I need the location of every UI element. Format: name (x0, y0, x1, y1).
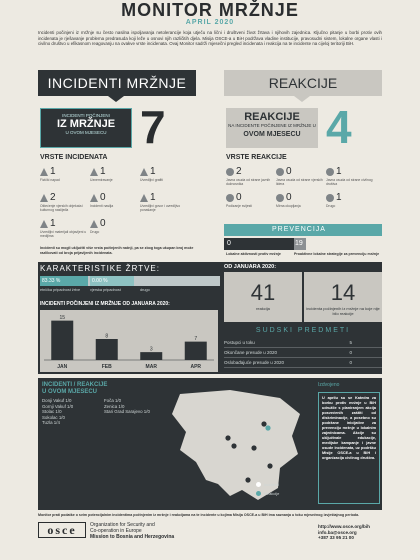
map-marker-incident (251, 445, 256, 450)
prevention-label-strategies: Proaktivne lokalne strategije za prevenciju mržnje (294, 252, 380, 256)
reactions-count: 4 (326, 101, 352, 153)
incident-type-count: 0 (100, 192, 106, 203)
intro-text: Incidenti počinjeni iz mržnje su često nasilna ispoljavanja netolerancije koja utječu na lični i društveni život žrtava i njihovih zajednica. Ključno pitanje u borbi protiv ovih incidenata je rješavanje problema predrasuda koji leže u osnovi njih različitih djela. Misija OSCE-a u BiH podržava vladine institucije, pravosudni sistem, lokalne organe vlasti i civilno društvo u efikasnom reagovanju na ovakve vrste incidenata. Ovaj Monitor sadrži mjesečni pregled incidenata i reakcija na te incidente na cijeloj teritoriji BiH. (38, 30, 382, 47)
warning-icon (140, 194, 148, 202)
info-icon (326, 194, 334, 202)
chart-bar (51, 321, 73, 360)
chart-data-label: 3 (149, 346, 153, 353)
incident-type-count: 1 (100, 166, 106, 177)
court-row-value: 0 (349, 350, 352, 355)
incidents-box-line2: IZ MRŽNJE (56, 118, 116, 130)
prevention-value-strategies: 19 (294, 238, 306, 250)
incident-type-count: 0 (100, 218, 106, 229)
chart-bar (185, 342, 207, 360)
incident-type-label: Fizički napad (40, 178, 60, 182)
people-icon (276, 194, 284, 202)
reaction-type-item (226, 192, 274, 208)
org-line2: Co-operation in Europe (90, 528, 142, 534)
victims-segment-religious: 0.00 % (90, 276, 134, 286)
incident-type-label: Drugo (90, 230, 100, 234)
incidents-chart-area (40, 310, 218, 372)
chart-category-label: FEB (101, 364, 112, 370)
incident-type-count: 1 (50, 218, 56, 229)
reaction-type-count: 2 (236, 166, 242, 177)
people-icon (226, 194, 234, 202)
legend-dot-white-icon (256, 482, 261, 487)
reactions-banner: REAKCIJE (224, 70, 382, 96)
reaction-type-count: 1 (336, 166, 342, 177)
incident-type-item (40, 218, 88, 238)
court-row-label: Okončane presude u 2020 (224, 350, 278, 355)
bih-map (160, 384, 310, 506)
legend-item-reactions (256, 489, 279, 498)
legend-label-reactions: Reakcije (264, 491, 280, 496)
reaction-type-item (226, 166, 274, 186)
map-location: Tuzla 1/4 (42, 420, 60, 425)
incident-type-label: Uvredljivi govor i uvredljivo ponašanje (140, 204, 181, 212)
contact-website-link[interactable]: http://www.osce.org/bih (318, 524, 370, 529)
contact-info (318, 524, 388, 541)
warning-icon (40, 168, 48, 176)
incident-type-label: Uvredljivi grafiti (140, 178, 163, 182)
map-title-line1: INCIDENTI / REAKCIJE (42, 382, 108, 388)
org-line3: Mission to Bosnia and Herzegovina (90, 534, 175, 540)
reactions-box-line2: REAKCIJE (244, 111, 300, 123)
incident-type-item (140, 192, 188, 212)
legend-dot-teal-icon (256, 491, 261, 496)
warning-icon (90, 194, 98, 202)
reactions-box (226, 108, 318, 148)
map-locations-list (42, 398, 162, 426)
reaction-type-count: 1 (336, 192, 342, 203)
incident-type-label: Uvredljivi materijali objavljeni u medijima (40, 230, 87, 238)
reaction-type-count: 0 (286, 166, 292, 177)
incidents-bar-chart (40, 310, 218, 372)
chart-bar (96, 339, 118, 360)
court-row-value: 5 (349, 340, 352, 345)
incident-types-heading: VRSTE INCIDENATA (40, 154, 108, 161)
chart-category-label: JAN (57, 364, 68, 370)
map-title (42, 382, 107, 396)
chart-bar (140, 352, 162, 360)
map-location: Stolac 1/0 (42, 409, 62, 414)
highlight-heading: Izdvojeno (318, 382, 340, 388)
court-row (224, 350, 382, 358)
incident-type-label: Oštećenje vjerskih objekata i kulturnog naslijeđa (40, 204, 84, 212)
page-title: MONITOR MRŽNJE (121, 0, 299, 20)
reaction-type-label: Drugo (326, 204, 336, 208)
contact-email-link[interactable]: info.ba@osce.org (318, 529, 357, 535)
map-location: Donji Vakuf 1/0 (42, 398, 72, 403)
reaction-type-label: Javna osuda od strane vjerskih lidera (276, 178, 323, 186)
incident-types-note: Incidenti su mogli uključiti više vrsta počinjenih radnji, pa se zbog toga ukupan broj može razlikovati od broja prijavljenih incidenata. (40, 246, 194, 255)
reaction-type-label: Javna osuda od strane javnih dužnosnika (226, 178, 271, 186)
warning-icon (40, 220, 48, 228)
court-row (224, 360, 382, 368)
victims-label-other: drugo (140, 288, 150, 292)
map-marker-incident (267, 463, 272, 468)
map-title-line2: U OVOM MJESECU (42, 389, 98, 395)
reaction-type-label: Mirna okupljanja (276, 204, 301, 208)
reactions-total: 41 (250, 280, 276, 305)
warning-icon (90, 168, 98, 176)
prevention-title: PREVENCIJA (224, 224, 382, 236)
court-row-label: Postupci u toku (224, 340, 255, 345)
megaphone-icon (226, 168, 234, 176)
legend-item-incidents (256, 480, 279, 489)
incident-type-count: 2 (50, 192, 56, 203)
incident-type-count: 1 (50, 166, 56, 177)
court-row-value: 0 (349, 360, 352, 365)
reaction-types-heading: VRSTE REAKCIJE (226, 154, 287, 161)
map-location: Sokolac 1/0 (42, 414, 65, 420)
since-january-title: OD JANUARA 2020: (224, 264, 277, 270)
chart-title: INCIDENTI POČINJENI IZ MRŽNJE OD JANUARA 2020: (40, 301, 170, 307)
chart-data-label: 7 (194, 336, 198, 343)
reaction-type-item (326, 166, 374, 186)
incidents-count: 7 (140, 101, 166, 153)
prevention-label-local: Lokalne aktivnosti protiv mržnje (226, 252, 281, 256)
incident-type-item (40, 192, 88, 212)
highlight-text: U aprilu su se Katedra za borbu protiv mržnje u BiH udružile s planiranjem akcija posvećenih zaštiti od diskriminacije, a posebno su podržane inicijative za prevenciju mržnje u lokalnim zajednicama. Akcije su uključivale edukacije, medijske kampanje i javne osude incidenata, uz podršku Misije OSCE-a u BiH i organizacija civilnog društva. (318, 392, 380, 504)
map-marker-reaction (265, 425, 270, 430)
contact-phone: +387 33 95 21 00 (318, 535, 354, 541)
court-row (224, 340, 382, 348)
incident-type-item (90, 166, 138, 182)
chart-data-label: 15 (59, 315, 66, 322)
map-legend (256, 480, 279, 498)
incidents-banner: INCIDENTI MRŽNJE (38, 70, 196, 96)
warning-icon (40, 194, 48, 202)
reaction-type-item (276, 192, 324, 208)
page-subtitle: APRIL 2020 (185, 19, 235, 26)
reaction-type-label: Javna osuda od strane civilnog društva (326, 178, 373, 186)
map-marker-incident (261, 421, 266, 426)
incident-type-item (40, 166, 88, 182)
incident-type-item (140, 166, 188, 182)
incident-type-count: 1 (150, 166, 156, 177)
org-line1: Organization for Security and (90, 522, 155, 528)
reaction-type-item (276, 166, 324, 186)
since-january-unanswered (304, 272, 382, 322)
incidents-box-line3: U OVOM MJESECU (65, 130, 107, 135)
incident-type-item (90, 192, 138, 208)
incidents-box (40, 108, 132, 148)
victims-label-ethnic: etnička pripadnost žrtve (40, 288, 81, 292)
legend-label-incidents: Incidenti (264, 482, 279, 487)
reaction-type-count: 0 (286, 192, 292, 203)
map-location: Zenica 1/0 (104, 403, 125, 409)
reactions-box-line3: OVOM MJESECU (243, 131, 301, 138)
reactions-total-label: reakcija (256, 306, 270, 311)
megaphone-icon (326, 168, 334, 176)
court-row-label: Oslobađajuće presude u 2020 (224, 360, 285, 365)
unanswered-total: 14 (330, 280, 356, 305)
map-location: Stari Grad Sarajevo 1/0 (104, 409, 150, 414)
since-january-reactions (224, 272, 302, 322)
incident-type-label: Uznemiravanje (90, 178, 113, 182)
osce-logo: osce (38, 522, 86, 538)
organization-name (90, 522, 230, 540)
reaction-type-item (326, 192, 374, 208)
incidents-box-line1: INCIDENTI POČINJENI (62, 113, 110, 118)
map-marker-incident (245, 477, 250, 482)
footer-footnote: Monitor prati podatke o svim potencijalnim incidentima počinjenim iz mržnje i reakcijama na te incidente u kojima Misija OSCE-a u BiH ima saznanja u toku mjesečnog izvještajnog perioda. (38, 513, 360, 517)
chart-data-label: 8 (105, 333, 109, 340)
map-location: Foča 1/0 (104, 398, 122, 403)
map-marker-incident (225, 435, 230, 440)
court-cases-title: SUDSKI PREDMETI (255, 327, 351, 334)
map-marker-incident (231, 443, 236, 448)
warning-icon (90, 220, 98, 228)
victims-title: KARAKTERISTIKE ŽRTVE: (40, 264, 160, 273)
victims-segment-ethnic: 83.33 % (40, 276, 88, 286)
incident-type-item (90, 218, 138, 234)
reaction-type-count: 0 (236, 192, 242, 203)
map-location: Gornji Vakuf 1/0 (42, 403, 74, 409)
chart-category-label: MAR (145, 364, 157, 370)
incident-type-label: Incidenti nasilja (90, 204, 114, 208)
warning-icon (140, 168, 148, 176)
prevention-value-local: 0 (224, 238, 294, 250)
reaction-type-label: Podizanje svijesti (226, 204, 253, 208)
incident-type-count: 1 (150, 192, 156, 203)
unanswered-total-label: incidenta počinjenih iz mržnje na koje nije bilo reakcije (306, 306, 380, 316)
reactions-box-line1: NA INCIDENTE POČINJENE IZ MRŽNJE U (228, 123, 316, 128)
victims-label-religious: vjerska pripadnost (90, 288, 121, 292)
megaphone-icon (276, 168, 284, 176)
chart-category-label: APR (190, 364, 202, 370)
